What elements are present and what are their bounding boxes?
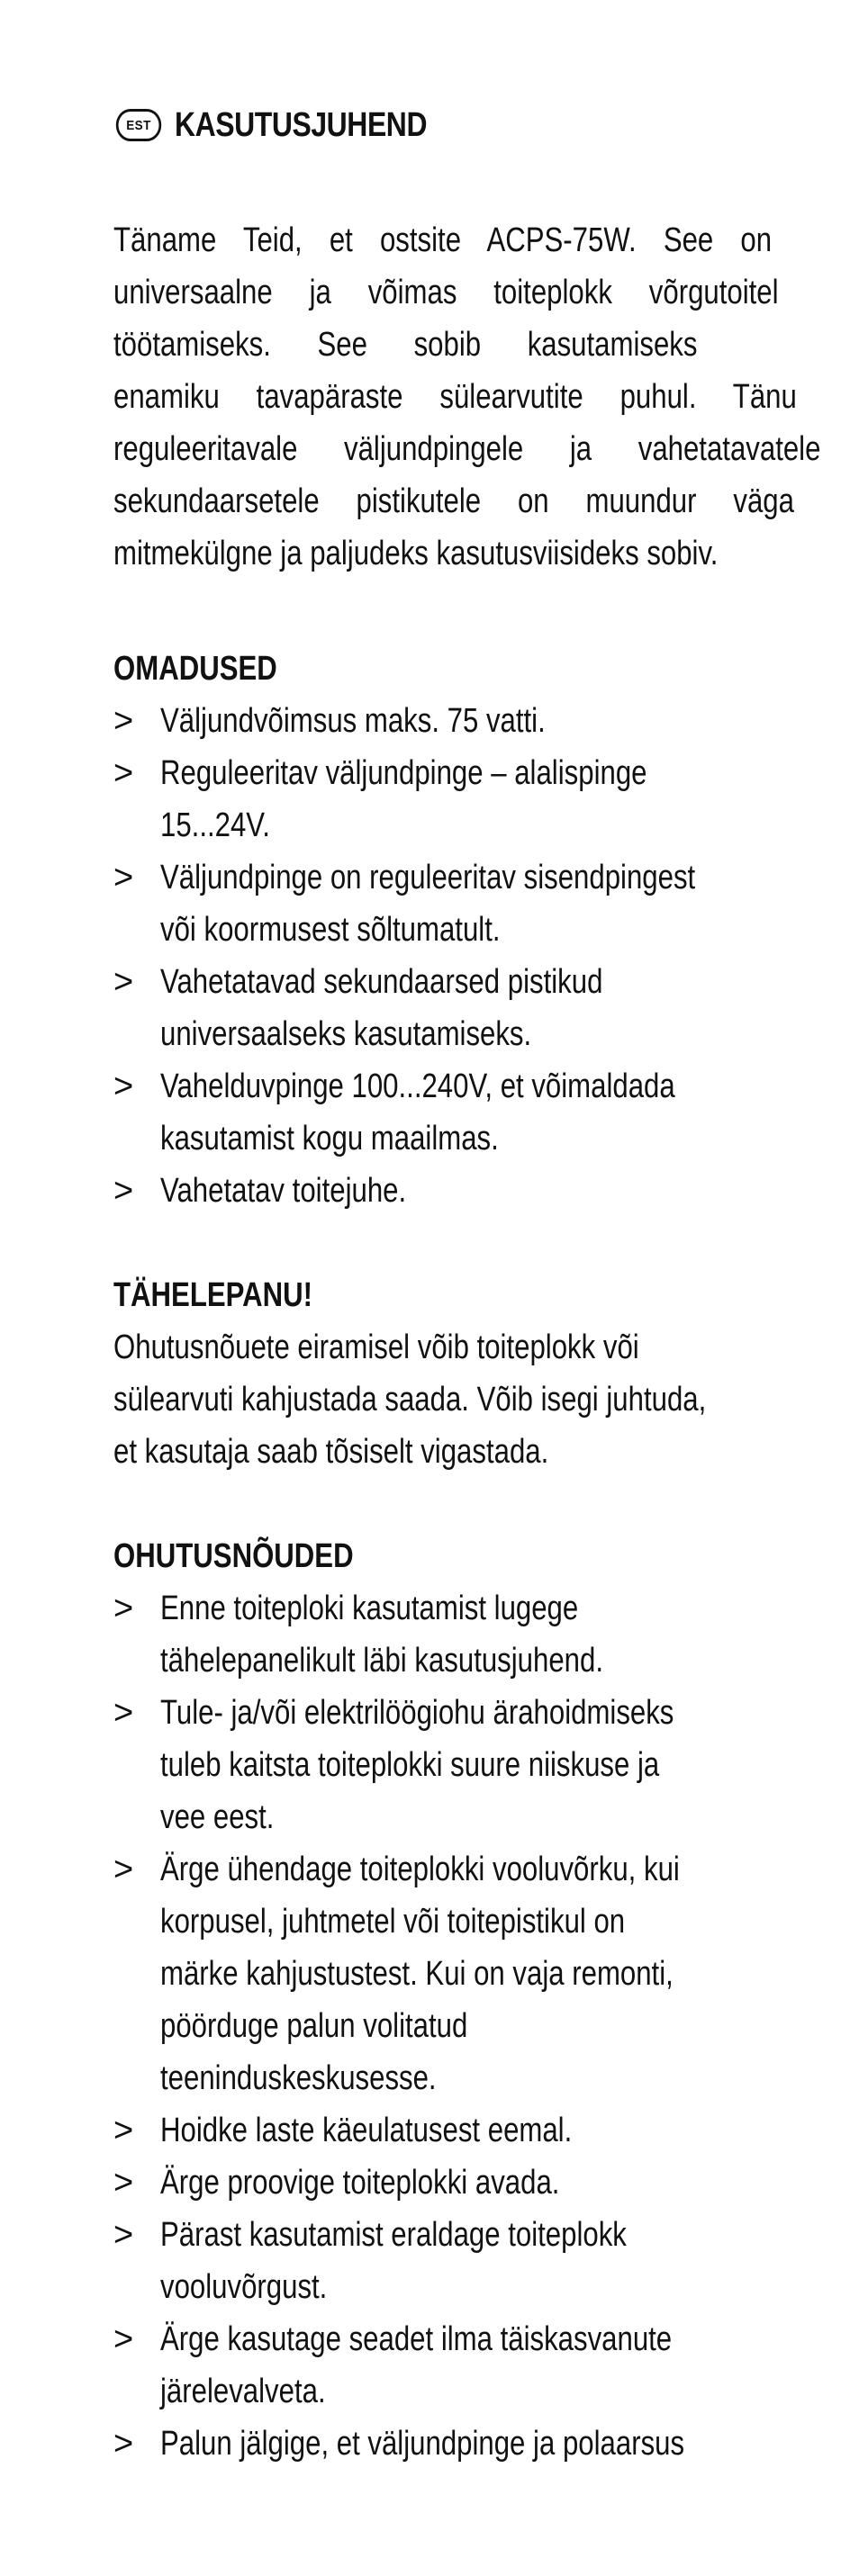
features-list — [113, 695, 758, 1217]
safety-item — [113, 2157, 758, 2209]
bullet-line: universaalseks kasutamiseks. — [160, 1015, 532, 1053]
bullet-line: vee eest. — [160, 1798, 275, 1836]
bullet-line: Reguleeritav väljundpinge – alalispinge — [160, 754, 647, 792]
bullet-line: korpusel, juhtmetel või toitepistikul on — [160, 1903, 626, 1941]
page-title: KASUTUSJUHEND — [175, 105, 428, 144]
bullet-line: Pärast kasutamist eraldage toiteplokk — [160, 2216, 627, 2254]
bullet-marker: > — [113, 754, 134, 792]
bullet-marker: > — [113, 702, 134, 740]
safety-item — [113, 2209, 758, 2313]
warning-heading: TÄHELEPANU! — [113, 1276, 313, 1314]
language-badge: EST — [116, 109, 161, 141]
bullet-line: Väljundvõimsus maks. 75 vatti. — [160, 702, 546, 740]
bullet-line: Väljundpinge on reguleeritav sisendpingest — [160, 859, 696, 896]
warning-line: et kasutaja saab tõsiselt vigastada. — [113, 1433, 549, 1471]
bullet-line: Tule- ja/või elektrilöögiohu ärahoidmiseks — [160, 1694, 674, 1732]
feature-item — [113, 1060, 758, 1165]
safety-item — [113, 1843, 758, 2104]
feature-item — [113, 695, 758, 747]
bullet-marker: > — [113, 1172, 134, 1210]
intro-line: sekundaarsetele pistikutele on muundur väga — [113, 482, 794, 520]
bullet-line: Hoidke laste käeulatusest eemal. — [160, 2112, 573, 2149]
bullet-marker: > — [113, 2164, 134, 2202]
bullet-line: Vahelduvpinge 100...240V, et võimaldada — [160, 1067, 675, 1105]
bullet-marker: > — [113, 1067, 134, 1105]
bullet-line: järelevalveta. — [160, 2373, 326, 2410]
bullet-marker: > — [113, 859, 134, 896]
bullet-line: vooluvõrgust. — [160, 2268, 328, 2306]
bullet-marker: > — [113, 2216, 134, 2254]
safety-item — [113, 2104, 758, 2157]
safety-item — [113, 2313, 758, 2418]
feature-item — [113, 747, 758, 851]
title-row — [113, 99, 758, 151]
bullet-line: Ärge proovige toiteplokki avada. — [160, 2164, 560, 2202]
feature-item — [113, 851, 758, 956]
bullet-line: tuleb kaitsta toiteplokki suure niiskuse ja — [160, 1746, 660, 1784]
intro-line: reguleeritavale väljundpingele ja vahetatavatele — [113, 430, 821, 468]
bullet-line: Palun jälgige, et väljundpinge ja polaarsus — [160, 2425, 685, 2463]
bullet-line: 15...24V. — [160, 806, 270, 844]
bullet-marker: > — [113, 963, 134, 1001]
bullet-line: teeninduskeskusesse. — [160, 2059, 437, 2097]
safety-item — [113, 2418, 758, 2470]
manual-page — [113, 99, 821, 2522]
bullet-marker: > — [113, 2320, 134, 2358]
bullet-line: kasutamist kogu maailmas. — [160, 1120, 499, 1157]
bullet-marker: > — [113, 2112, 134, 2149]
safety-list — [113, 1582, 758, 2470]
bullet-marker: > — [113, 1851, 134, 1888]
intro-paragraph — [113, 214, 821, 580]
features-section — [113, 643, 758, 1217]
intro-line: mitmekülgne ja paljudeks kasutusviisideks sobiv. — [113, 535, 719, 572]
features-heading: OMADUSED — [113, 650, 277, 688]
bullet-line: märke kahjustustest. Kui on vaja remonti, — [160, 1955, 674, 1993]
safety-item — [113, 1687, 758, 1843]
warning-line: sülearvuti kahjustada saada. Võib isegi juhtuda, — [113, 1381, 707, 1419]
bullet-marker: > — [113, 1694, 134, 1732]
bullet-line: Enne toiteploki kasutamist lugege — [160, 1590, 579, 1627]
intro-line: universaalne ja võimas toiteplokk võrgutoitel — [113, 274, 779, 311]
feature-item — [113, 1165, 758, 1217]
bullet-marker: > — [113, 1590, 134, 1627]
safety-item — [113, 1582, 758, 1687]
bullet-line: pöörduge palun volitatud — [160, 2007, 468, 2045]
bullet-line: Ärge ühendage toiteplokki vooluvõrku, kui — [160, 1851, 680, 1888]
bullet-line: või koormusest sõltumatult. — [160, 911, 501, 949]
feature-item — [113, 956, 758, 1060]
warning-section — [113, 1269, 758, 1478]
warning-line: Ohutusnõuete eiramisel võib toiteplokk või — [113, 1329, 639, 1366]
safety-section — [113, 1530, 758, 2470]
bullet-line: Vahetatavad sekundaarsed pistikud — [160, 963, 603, 1001]
warning-text — [113, 1321, 758, 1478]
bullet-line: Vahetatav toitejuhe. — [160, 1172, 407, 1210]
intro-line: Täname Teid, et ostsite ACPS-75W. See on — [113, 221, 773, 259]
bullet-line: tähelepanelikult läbi kasutusjuhend. — [160, 1642, 603, 1680]
intro-line: enamiku tavapäraste sülearvutite puhul. Tänu — [113, 378, 797, 416]
bullet-line: Ärge kasutage seadet ilma täiskasvanute — [160, 2320, 673, 2358]
safety-heading: OHUTUSNÕUDED — [113, 1537, 354, 1575]
intro-line: töötamiseks. See sobib kasutamiseks — [113, 326, 698, 364]
bullet-marker: > — [113, 2425, 134, 2463]
